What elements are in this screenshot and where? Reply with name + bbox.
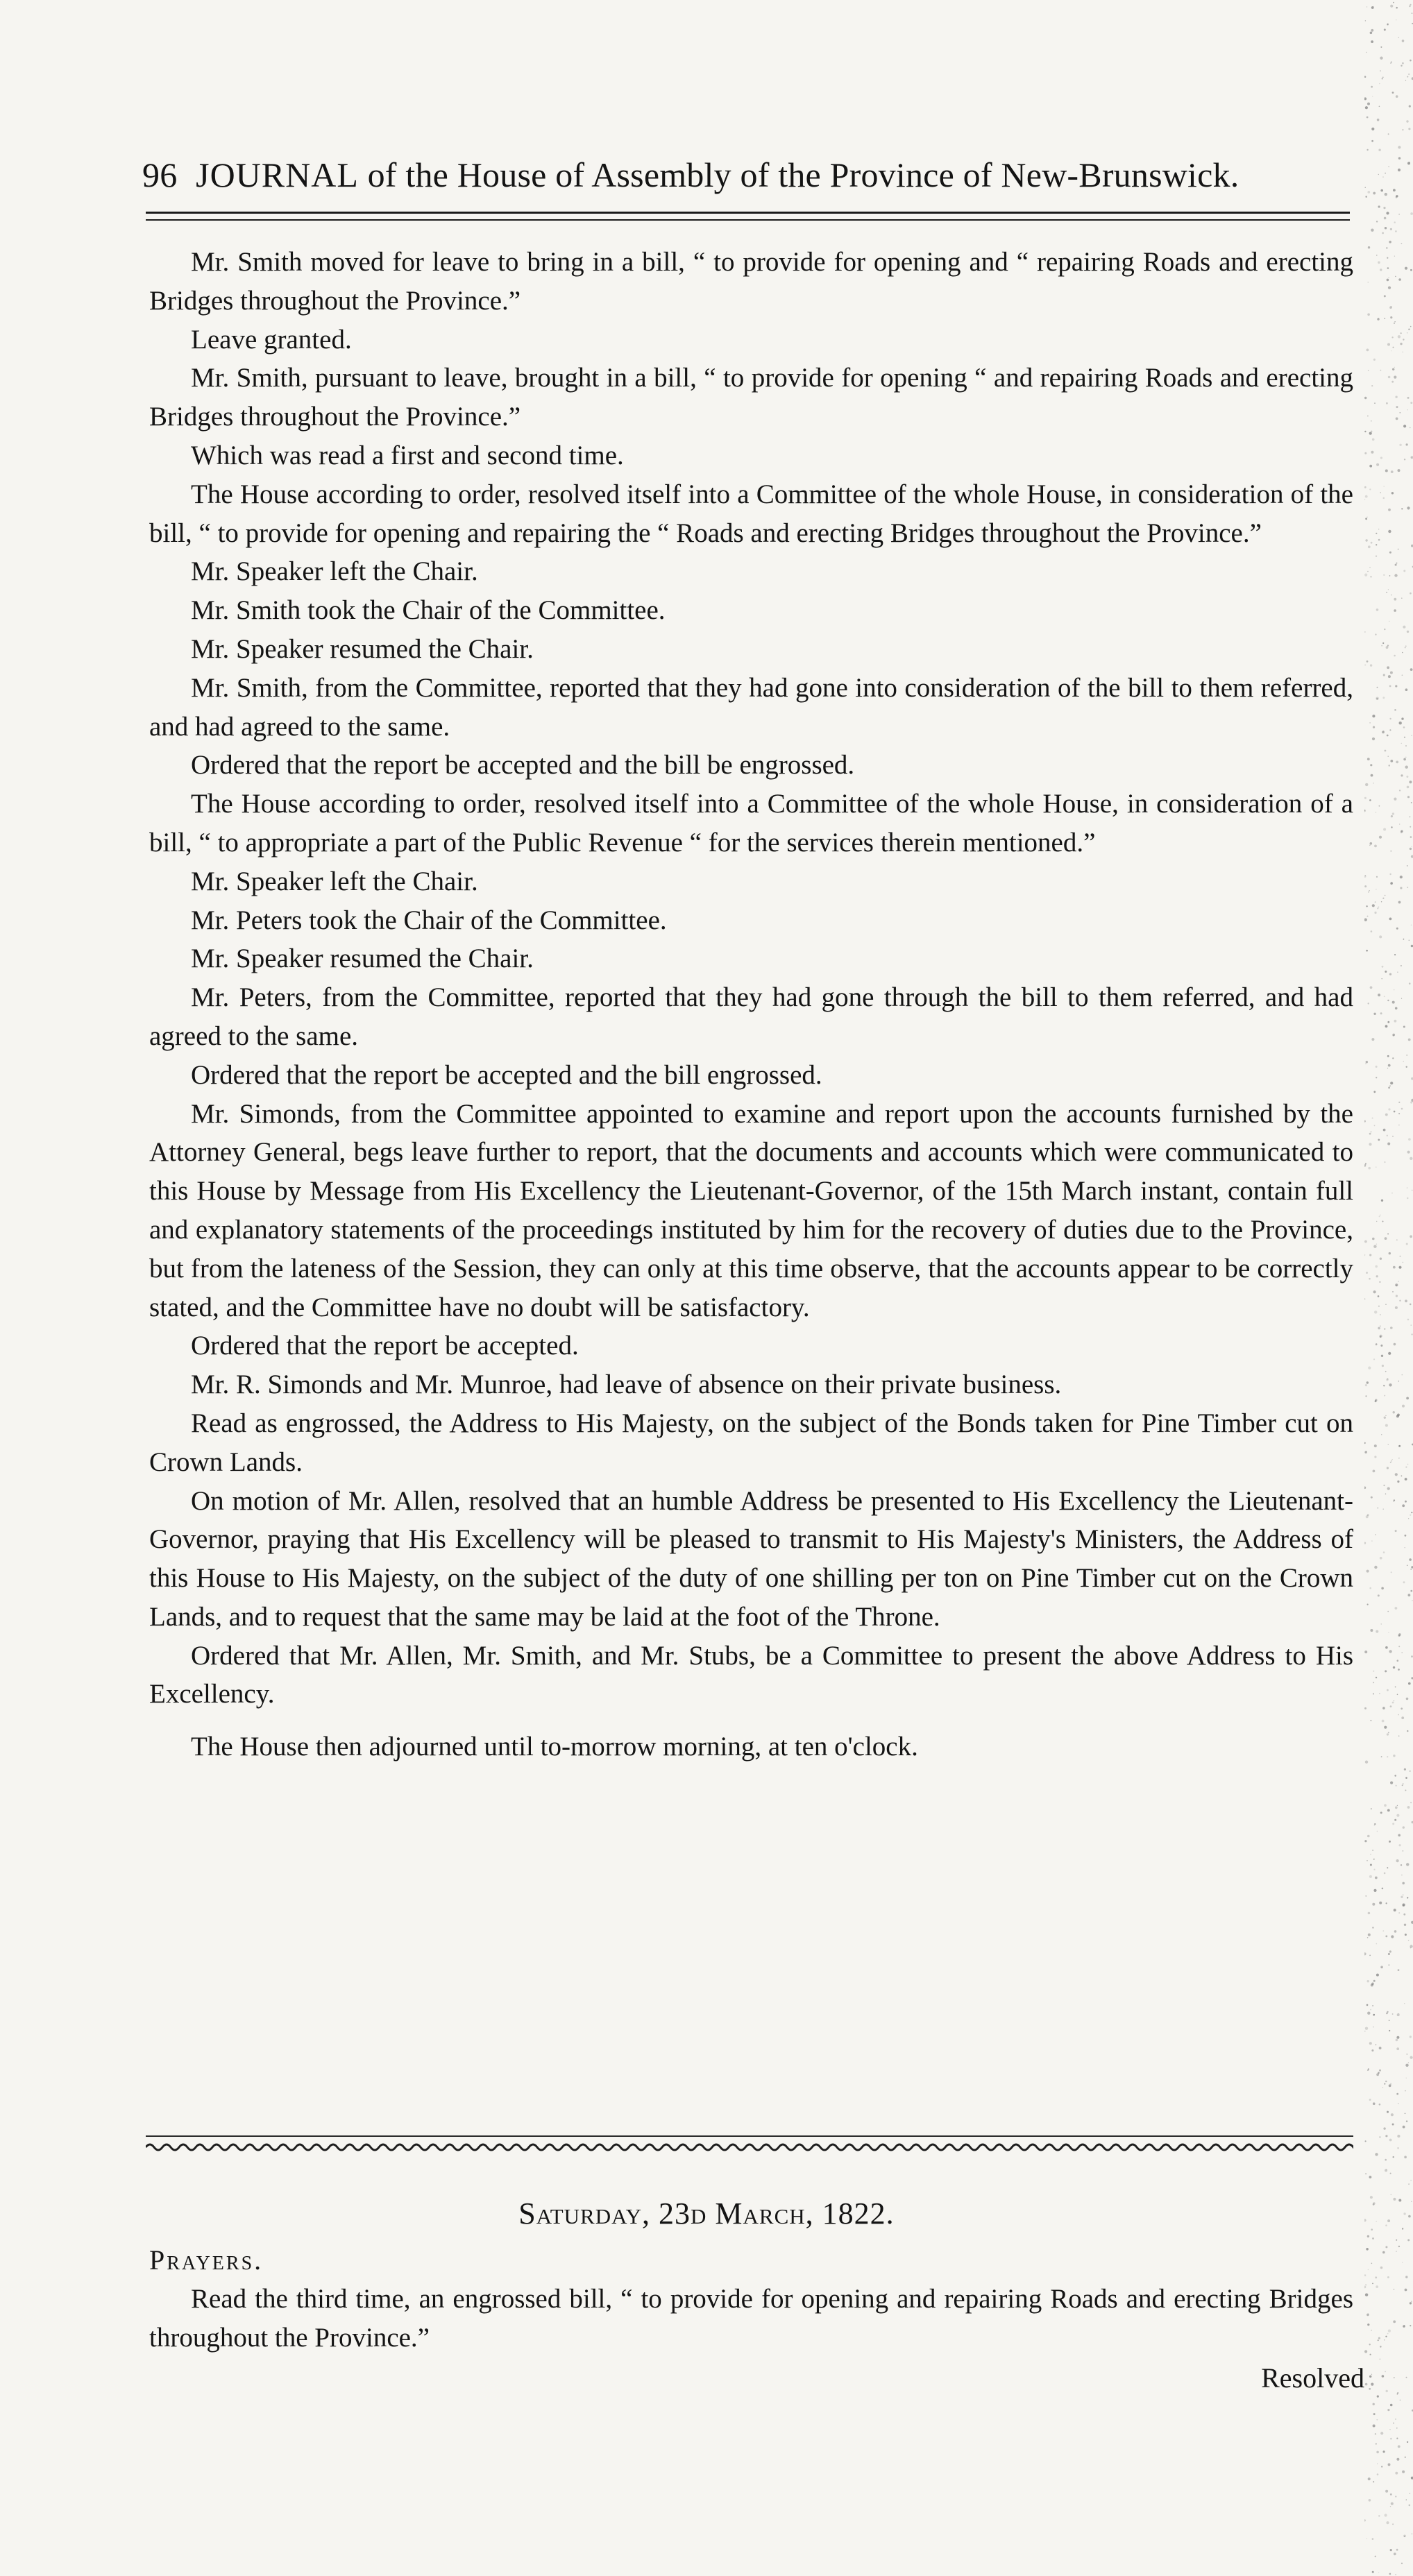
journal-subtitle: of the House of Assembly of the Province of New-Brunswick. [367, 155, 1239, 194]
journal-body [149, 243, 1353, 1766]
paragraph: Read the third time, an engrossed bill, “ to provide for opening and repairing Roads and erecting Bridges throughout the Province.” [149, 2284, 1353, 2353]
paragraph: The House according to order, resolved itself into a Committee of the whole House, in consideration of a bill, “ to appropriate a part of the Public Revenue “ for the services therein mentioned.” [149, 789, 1353, 858]
paragraph: The House according to order, resolved itself into a Committee of the whole House, in consideration of the bill, “ to provide for opening and repairing the “ Roads and erecting Bridges throughout the Province.” [149, 479, 1353, 548]
paragraph: Read as engrossed, the Address to His Majesty, on the subject of the Bonds taken for Pine Timber cut on Crown Lands. [149, 1408, 1353, 1477]
paragraph: Mr. Speaker resumed the Chair. [191, 633, 534, 664]
paragraph: Mr. Speaker left the Chair. [191, 556, 478, 587]
paragraph: Mr. Simonds, from the Committee appointed to examine and report upon the accounts furnished by the Attorney General, begs leave further to report, that the documents and accounts which were communicated to this House by Message from His Excellency the Lieutenant-Governor, of the 15th March instant, contain full and explanatory statements of the proceedings instituted by him for the recovery of duties due to the Province, but from the lateness of the Session, they can only at this time observe, that the accounts appear to be correctly stated, and the Committee have no doubt will be satisfactory. [149, 1098, 1353, 1322]
paragraph: Mr. Peters took the Chair of the Committee. [191, 905, 667, 935]
journal-body-continued [149, 2280, 1353, 2357]
paragraph: Mr. Smith took the Chair of the Committee. [191, 595, 666, 626]
scan-noise-edge [1364, 0, 1413, 2576]
paragraph: Ordered that the report be accepted and the bill be engrossed. [191, 750, 855, 781]
catchword: Resolved [1261, 2362, 1364, 2394]
paragraph: Mr. Speaker resumed the Chair. [191, 944, 534, 974]
header-rule-thick [146, 212, 1350, 214]
paragraph: Mr. Peters, from the Committee, reported that they had gone through the bill to them referred, and had agreed to the same. [149, 982, 1353, 1051]
paragraph: Mr. Smith, from the Committee, reported that they had gone into consideration of the bill to them referred, and had agreed to the same. [149, 672, 1353, 742]
paragraph: Mr. R. Simonds and Mr. Munroe, had leave of absence on their private business. [191, 1370, 1062, 1400]
adjournment-paragraph: The House then adjourned until to-morrow morning, at ten o'clock. [191, 1732, 918, 1762]
paragraph: Mr. Smith moved for leave to bring in a bill, “ to provide for opening and “ repairing Roads and erecting Bridges throughout the Province.” [149, 247, 1353, 316]
paragraph: Mr. Smith, pursuant to leave, brought in a bill, “ to provide for opening “ and repairing Roads and erecting Bridges throughout the Province.” [149, 363, 1353, 432]
section-divider [146, 2133, 1353, 2157]
date-heading: Saturday, 23d March, 1822. [518, 2197, 895, 2230]
paragraph: Ordered that Mr. Allen, Mr. Smith, and Mr. Stubs, be a Committee to present the above Address to His Excellency. [149, 1640, 1353, 1709]
header-rule-thin [146, 219, 1350, 221]
paragraph: On motion of Mr. Allen, resolved that an humble Address be presented to His Excellency the Lieutenant-Governor, praying that His Excellency will be pleased to transmit to His Majesty's Ministers, the Address of this House to His Majesty, on the subject of the duty of one shilling per ton on Pine Timber cut on the Crown Lands, and to request that the same may be laid at the foot of the Throne. [149, 1485, 1353, 1632]
running-header [142, 154, 1371, 196]
journal-title: JOURNAL [196, 155, 359, 194]
paragraph: Mr. Speaker left the Chair. [191, 866, 478, 896]
paragraph: Ordered that the report be accepted. [191, 1331, 579, 1361]
prayers-label: Prayers. [149, 2244, 264, 2276]
paragraph: Ordered that the report be accepted and the bill engrossed. [191, 1059, 822, 1090]
page-number: 96 [142, 155, 178, 194]
paragraph: Which was read a first and second time. [191, 440, 624, 470]
paragraph: Leave granted. [191, 324, 352, 355]
